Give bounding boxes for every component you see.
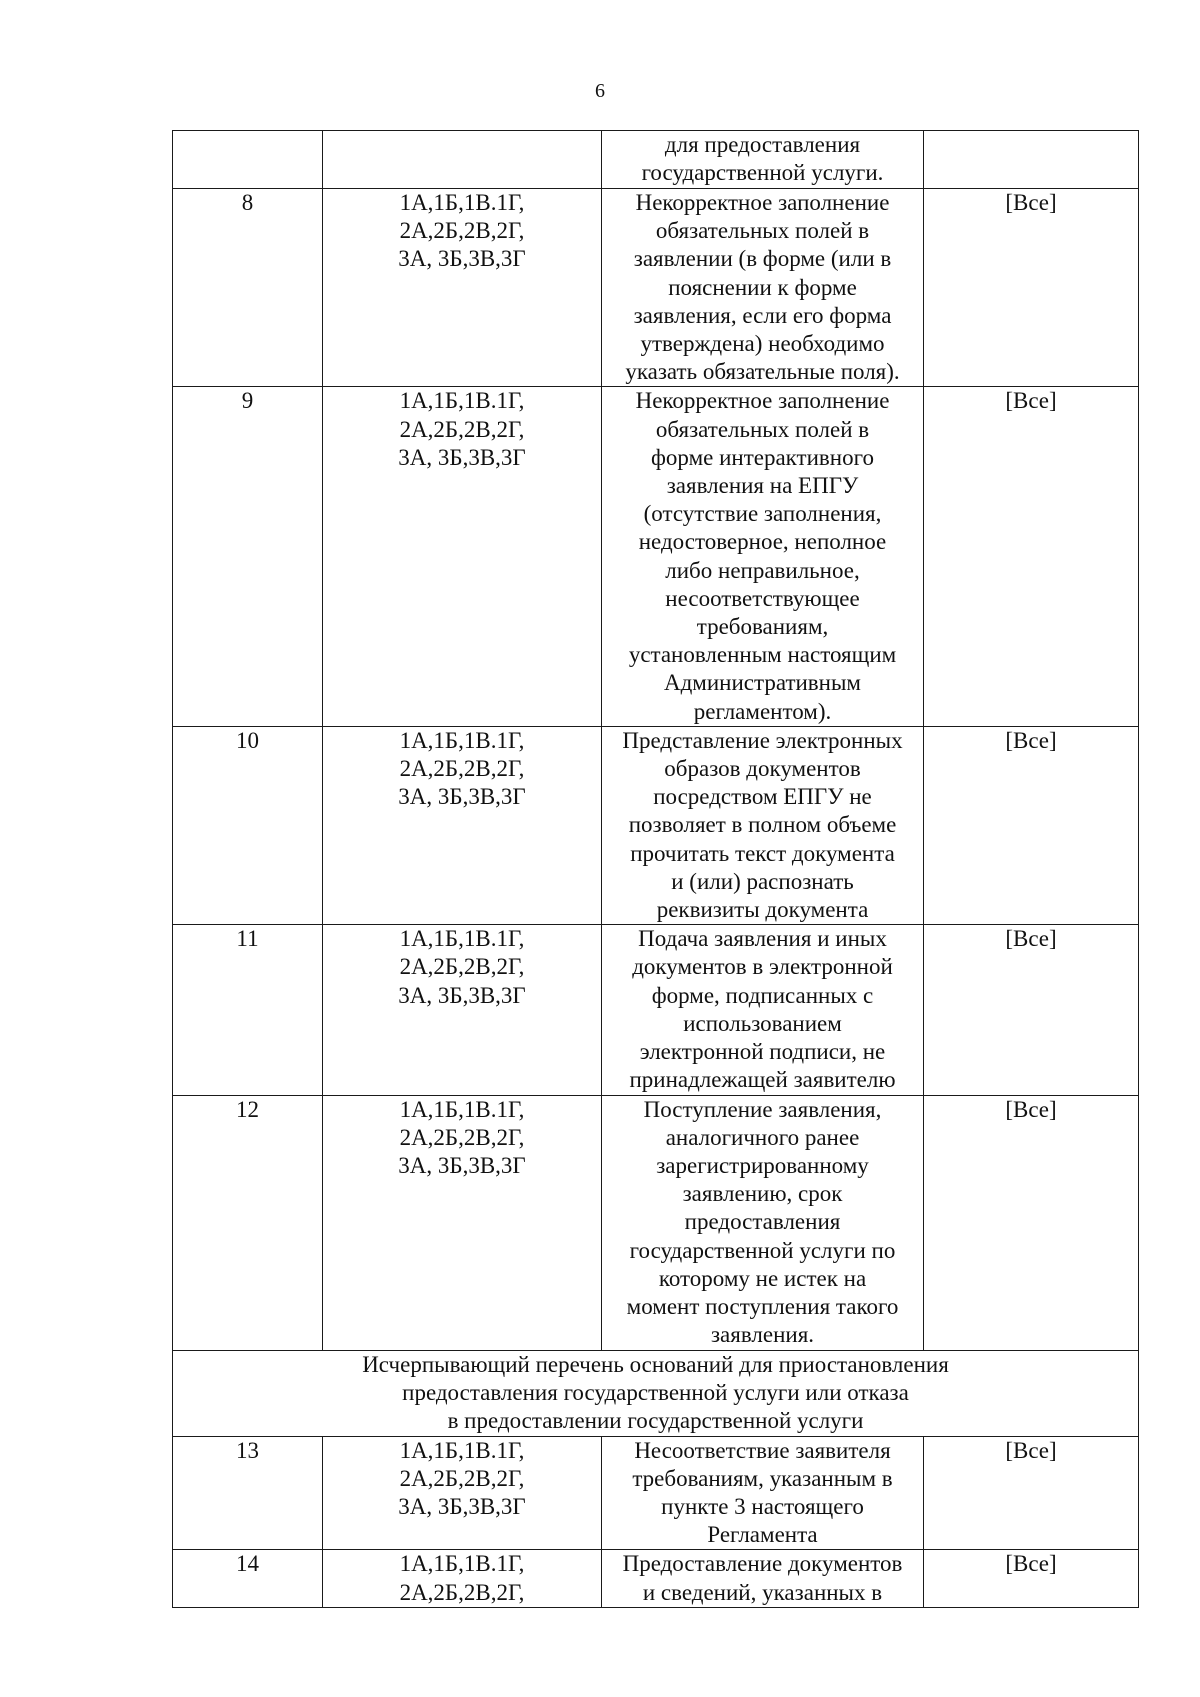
applicant-codes-cell: 1А,1Б,1В.1Г, 2А,2Б,2В,2Г, 3А, 3Б,3В,3Г [323, 1095, 602, 1350]
row-number-cell: 10 [173, 726, 323, 924]
scope-cell: [Все] [924, 387, 1139, 726]
reason-cell: Предоставление документов и сведений, указанных в [602, 1550, 924, 1608]
table-row [173, 189, 1139, 387]
applicant-codes-cell [323, 131, 602, 189]
row-number-cell: 14 [173, 1550, 323, 1608]
row-number-cell: 13 [173, 1436, 323, 1550]
table-row [173, 1095, 1139, 1350]
applicant-codes-cell: 1А,1Б,1В.1Г, 2А,2Б,2В,2Г, [323, 1550, 602, 1608]
table-row [173, 1436, 1139, 1550]
reason-cell: Некорректное заполнение обязательных полей в заявлении (в форме (или в пояснении к форме заявления, если его форма утверждена) необходимо указать обязательные поля). [602, 189, 924, 387]
row-number-cell [173, 131, 323, 189]
scope-cell: [Все] [924, 189, 1139, 387]
table-row [173, 726, 1139, 924]
scope-cell: [Все] [924, 1095, 1139, 1350]
reason-cell: Несоответствие заявителя требованиям, указанным в пункте 3 настоящего Регламента [602, 1436, 924, 1550]
reason-cell: для предоставления государственной услуги. [602, 131, 924, 189]
table-row [173, 387, 1139, 726]
page-number: 6 [595, 80, 605, 102]
grounds-table [172, 130, 1139, 1608]
reason-cell: Некорректное заполнение обязательных полей в форме интерактивного заявления на ЕПГУ (отсутствие заполнения, недостоверное, неполное либо неправильное, несоответствующее требованиям, установленным настоящим Административным регламентом). [602, 387, 924, 726]
table-row [173, 131, 1139, 189]
applicant-codes-cell: 1А,1Б,1В.1Г, 2А,2Б,2В,2Г, 3А, 3Б,3В,3Г [323, 1436, 602, 1550]
row-number-cell: 12 [173, 1095, 323, 1350]
row-number-cell: 8 [173, 189, 323, 387]
applicant-codes-cell: 1А,1Б,1В.1Г, 2А,2Б,2В,2Г, 3А, 3Б,3В,3Г [323, 726, 602, 924]
scope-cell: [Все] [924, 726, 1139, 924]
table-row [173, 925, 1139, 1095]
row-number-cell: 9 [173, 387, 323, 726]
reason-cell: Представление электронных образов документов посредством ЕПГУ не позволяет в полном объеме прочитать текст документа и (или) распознать реквизиты документа [602, 726, 924, 924]
table-row [173, 1550, 1139, 1608]
section-heading-row [173, 1350, 1139, 1436]
applicant-codes-cell: 1А,1Б,1В.1Г, 2А,2Б,2В,2Г, 3А, 3Б,3В,3Г [323, 189, 602, 387]
scope-cell: [Все] [924, 1550, 1139, 1608]
reason-cell: Поступление заявления, аналогичного ранее зарегистрированному заявлению, срок предоставления государственной услуги по которому не истек на момент поступления такого заявления. [602, 1095, 924, 1350]
reason-cell: Подача заявления и иных документов в электронной форме, подписанных с использованием электронной подписи, не принадлежащей заявителю [602, 925, 924, 1095]
row-number-cell: 11 [173, 925, 323, 1095]
applicant-codes-cell: 1А,1Б,1В.1Г, 2А,2Б,2В,2Г, 3А, 3Б,3В,3Г [323, 387, 602, 726]
applicant-codes-cell: 1А,1Б,1В.1Г, 2А,2Б,2В,2Г, 3А, 3Б,3В,3Г [323, 925, 602, 1095]
scope-cell [924, 131, 1139, 189]
scope-cell: [Все] [924, 1436, 1139, 1550]
scope-cell: [Все] [924, 925, 1139, 1095]
section-heading: Исчерпывающий перечень оснований для приостановления предоставления государственной услуги или отказа в предоставлении государственной услуги [173, 1350, 1139, 1436]
